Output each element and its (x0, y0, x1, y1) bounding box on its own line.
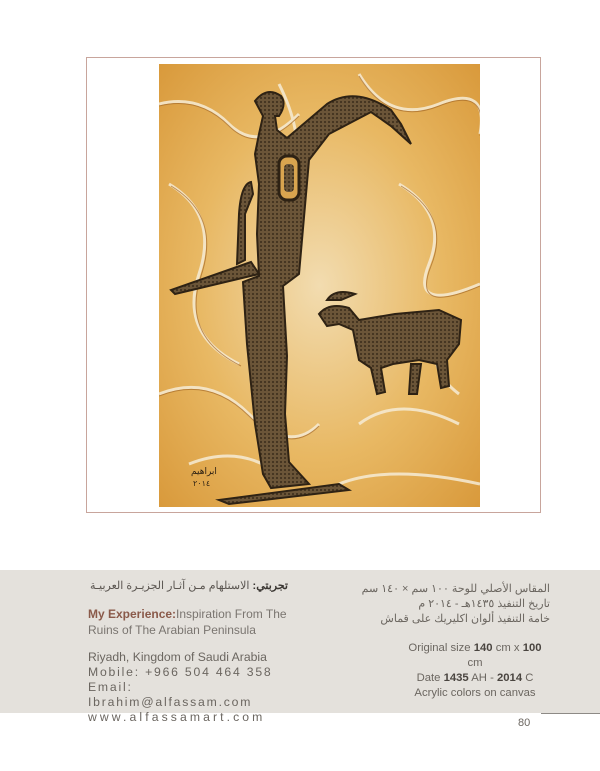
arabic-medium: خامة التنفيذ ألوان اكليريك على قماش (380, 613, 550, 625)
arabic-title-text: الاستلهام مـن آثـار الجزيـرة العربيـة (90, 580, 253, 592)
painting-signature: ابراهيم (191, 467, 217, 477)
contact-block (88, 650, 288, 725)
arabic-date: تاريخ التنفيذ ١٤٣٥هـ - ٢٠١٤ م (418, 598, 550, 610)
painting-image (159, 64, 480, 507)
english-title-line1: Inspiration From The (176, 607, 287, 621)
size-line (400, 641, 550, 671)
arabic-size: المقاس الأصلي للوحة ١٠٠ سم × ١٤٠ سم (361, 583, 550, 595)
arabic-title (88, 579, 288, 593)
size-value2: 100 (522, 642, 542, 654)
page-number-rule (541, 713, 600, 714)
date-ah: 1435 (443, 672, 469, 684)
english-title-line2: Ruins of The Arabian Peninsula (88, 623, 256, 637)
size-value1: 140 (473, 642, 493, 654)
date-prefix: Date (416, 672, 441, 684)
size-mid: cm x (495, 642, 520, 654)
arabic-title-label: تجربتي: (252, 580, 288, 592)
page-number: 80 (518, 717, 531, 729)
size-suffix: cm (467, 657, 483, 669)
artist-info (88, 579, 288, 725)
website-link[interactable]: www.alfassamart.com (88, 710, 266, 724)
mobile-text: Mobile: +966 504 464 358 (88, 665, 273, 679)
date-c: 2014 (496, 672, 523, 684)
email-link[interactable]: Email: Ibrahim@alfassam.com (88, 680, 253, 709)
painting-signature-year: ٢٠١٤ (193, 479, 211, 488)
location-text: Riyadh, Kingdom of Saudi Arabia (88, 650, 267, 664)
size-prefix: Original size (408, 642, 471, 654)
english-title (88, 606, 288, 638)
medium-line: Acrylic colors on canvas (414, 687, 536, 699)
date-mid: AH - (471, 672, 494, 684)
english-details (360, 641, 550, 701)
artwork-details (360, 582, 550, 701)
english-title-label: My Experience: (88, 607, 177, 621)
date-line (400, 671, 550, 686)
date-suffix: C (525, 672, 534, 684)
